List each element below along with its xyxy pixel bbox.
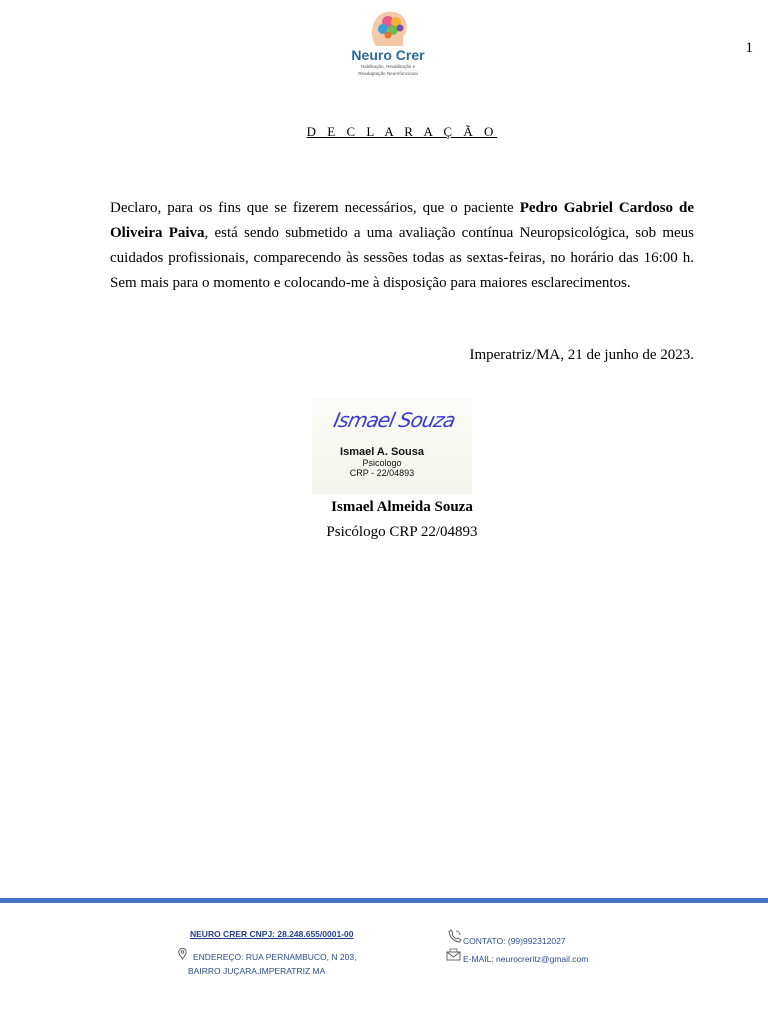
company-logo <box>340 8 436 82</box>
date-line: Imperatriz/MA, 21 de junho de 2023. <box>469 347 694 363</box>
location-pin-icon <box>178 948 187 960</box>
footer-address-2: BAIRRO JUÇARA,IMPERATRIZ MA <box>188 966 326 976</box>
stamp <box>312 446 452 478</box>
declaration-paragraph <box>110 196 694 296</box>
stamp-name: Ismael A. Sousa <box>340 446 424 458</box>
signature-stamp <box>312 398 472 494</box>
logo-tagline-1: Habilitação, Reabilitação e <box>360 64 416 69</box>
email-envelope-icon <box>446 948 461 961</box>
stamp-crp: CRP - 22/04893 <box>349 468 415 478</box>
logo-tagline-2: Readaptação Neurofuncional <box>358 71 418 77</box>
phone-icon <box>448 929 462 943</box>
document-title: D E C L A R A Ç Ã O <box>306 124 498 139</box>
footer-email: E-MAIL: neurocreritz@gmail.com <box>463 954 589 964</box>
logo-name: Neuro Crer <box>351 47 425 63</box>
paragraph-body: , está sendo submetido a uma avaliação contínua Neuropsicológica, sob meus cuidados profissionais, comparecendo às sessões todas as sextas-feiras, no horário das 16:00 h. Sem mais para o momento e colocando-me à disposição para maiores esclarecimentos. <box>110 225 694 291</box>
paragraph-intro: Declaro, para os fins que se fizerem necessários, que o paciente <box>110 200 520 216</box>
signer-name: Ismael Almeida Souza <box>331 499 473 515</box>
patient-name: Pedro Gabriel Cardoso de Oliveira Paiva <box>110 200 694 241</box>
handwritten-signature: Ismael Souza <box>331 408 458 432</box>
page-number: 1 <box>745 40 753 56</box>
footer-company: NEURO CRER CNPJ: 28.248.655/0001-00 <box>190 929 354 939</box>
footer-address-1: ENDEREÇO: RUA PERNAMBUCO, N 203, <box>193 952 357 962</box>
stamp-role: Psicologo <box>362 458 402 468</box>
footer-divider <box>0 898 768 903</box>
brain-head-icon <box>366 8 410 50</box>
signer-role: Psicólogo CRP 22/04893 <box>326 524 478 540</box>
footer-contact: CONTATO: (99)992312027 <box>463 936 566 946</box>
